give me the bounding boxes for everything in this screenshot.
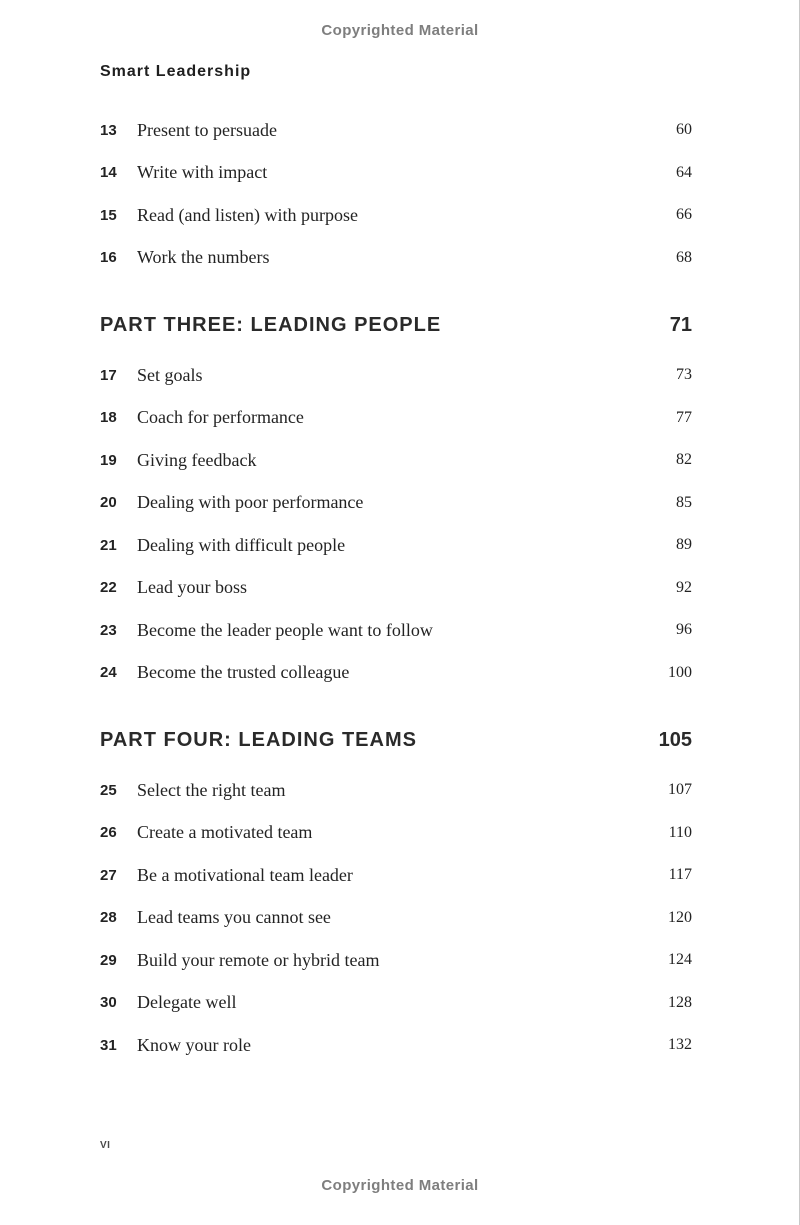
chapter-title: Set goals — [137, 364, 203, 385]
chapter-title: Dealing with poor performance — [137, 492, 364, 513]
chapter-page-number: 60 — [676, 121, 692, 139]
toc-entry — [100, 109, 692, 152]
chapter-number: 13 — [100, 121, 117, 139]
chapter-title: Become the trusted colleague — [137, 662, 350, 683]
toc-entry — [100, 652, 692, 695]
chapter-title: Know your role — [137, 1034, 251, 1055]
chapter-number: 25 — [100, 781, 117, 799]
chapter-page-number: 128 — [668, 993, 692, 1011]
part-heading — [100, 299, 692, 351]
chapter-title: Select the right team — [137, 779, 286, 800]
folio-page-number: VI — [100, 1140, 111, 1151]
chapter-title: Read (and listen) with purpose — [137, 204, 358, 225]
toc-entry — [100, 854, 692, 897]
part-heading-label: PART THREE: LEADING PEOPLE — [100, 313, 442, 336]
toc-entry — [100, 397, 692, 440]
chapter-title: Giving feedback — [137, 449, 257, 470]
chapter-number: 30 — [100, 994, 117, 1012]
toc-entry — [100, 982, 692, 1025]
chapter-number: 15 — [100, 206, 117, 224]
toc-entry — [100, 769, 692, 812]
chapter-page-number: 124 — [668, 951, 692, 969]
toc-entry — [100, 194, 692, 237]
chapter-number: 29 — [100, 951, 117, 969]
toc-entry — [100, 897, 692, 940]
chapter-page-number: 120 — [668, 908, 692, 926]
toc-entry — [100, 439, 692, 482]
chapter-title: Lead your boss — [137, 577, 247, 598]
chapter-title: Write with impact — [137, 162, 268, 183]
copyright-banner-top: Copyrighted Material — [321, 22, 479, 39]
chapter-number: 16 — [100, 249, 117, 267]
chapter-page-number: 66 — [676, 206, 692, 224]
chapter-title: Create a motivated team — [137, 822, 313, 843]
running-header: Smart Leadership — [100, 63, 252, 80]
chapter-title: Dealing with difficult people — [137, 534, 346, 555]
toc-entry — [100, 1024, 692, 1067]
toc-entry — [100, 939, 692, 982]
chapter-title: Work the numbers — [137, 247, 270, 268]
toc-entry — [100, 609, 692, 652]
chapter-page-number: 100 — [668, 663, 692, 681]
chapter-page-number: 82 — [676, 451, 692, 469]
chapter-number: 31 — [100, 1036, 117, 1054]
chapter-page-number: 89 — [676, 536, 692, 554]
toc-entry — [100, 482, 692, 525]
chapter-number: 28 — [100, 909, 117, 927]
chapter-title: Present to persuade — [137, 119, 277, 140]
toc-entry — [100, 237, 692, 280]
chapter-number: 24 — [100, 664, 117, 682]
toc-entry — [100, 152, 692, 195]
chapter-page-number: 107 — [668, 781, 692, 799]
part-heading — [100, 714, 692, 766]
chapter-title: Lead teams you cannot see — [137, 907, 331, 928]
chapter-number: 27 — [100, 866, 117, 884]
chapter-title: Become the leader people want to follow — [137, 619, 433, 640]
chapter-number: 19 — [100, 451, 117, 469]
toc-entry — [100, 812, 692, 855]
chapter-page-number: 96 — [676, 621, 692, 639]
part-heading-page-number: 105 — [658, 728, 692, 751]
part-heading-label: PART FOUR: LEADING TEAMS — [100, 728, 417, 751]
chapter-page-number: 68 — [676, 248, 692, 266]
chapter-title: Build your remote or hybrid team — [137, 949, 380, 970]
chapter-number: 17 — [100, 366, 117, 384]
chapter-page-number: 77 — [676, 408, 692, 426]
chapter-number: 14 — [100, 164, 117, 182]
chapter-page-number: 64 — [676, 163, 692, 181]
chapter-number: 20 — [100, 494, 117, 512]
toc-entry — [100, 567, 692, 610]
chapter-number: 21 — [100, 536, 117, 554]
chapter-page-number: 117 — [668, 866, 692, 884]
chapter-number: 22 — [100, 579, 117, 597]
chapter-page-number: 110 — [668, 823, 692, 841]
chapter-page-number: 73 — [676, 366, 692, 384]
chapter-title: Be a motivational team leader — [137, 864, 353, 885]
toc-entry — [100, 354, 692, 397]
chapter-number: 23 — [100, 621, 117, 639]
copyright-banner-bottom: Copyrighted Material — [321, 1177, 479, 1194]
toc-entry — [100, 524, 692, 567]
chapter-number: 18 — [100, 409, 117, 427]
chapter-title: Coach for performance — [137, 407, 304, 428]
part-heading-page-number: 71 — [669, 313, 692, 336]
chapter-number: 26 — [100, 824, 117, 842]
table-of-contents — [100, 109, 692, 1067]
chapter-page-number: 85 — [676, 493, 692, 511]
chapter-page-number: 132 — [668, 1036, 692, 1054]
chapter-title: Delegate well — [137, 992, 237, 1013]
chapter-page-number: 92 — [676, 578, 692, 596]
